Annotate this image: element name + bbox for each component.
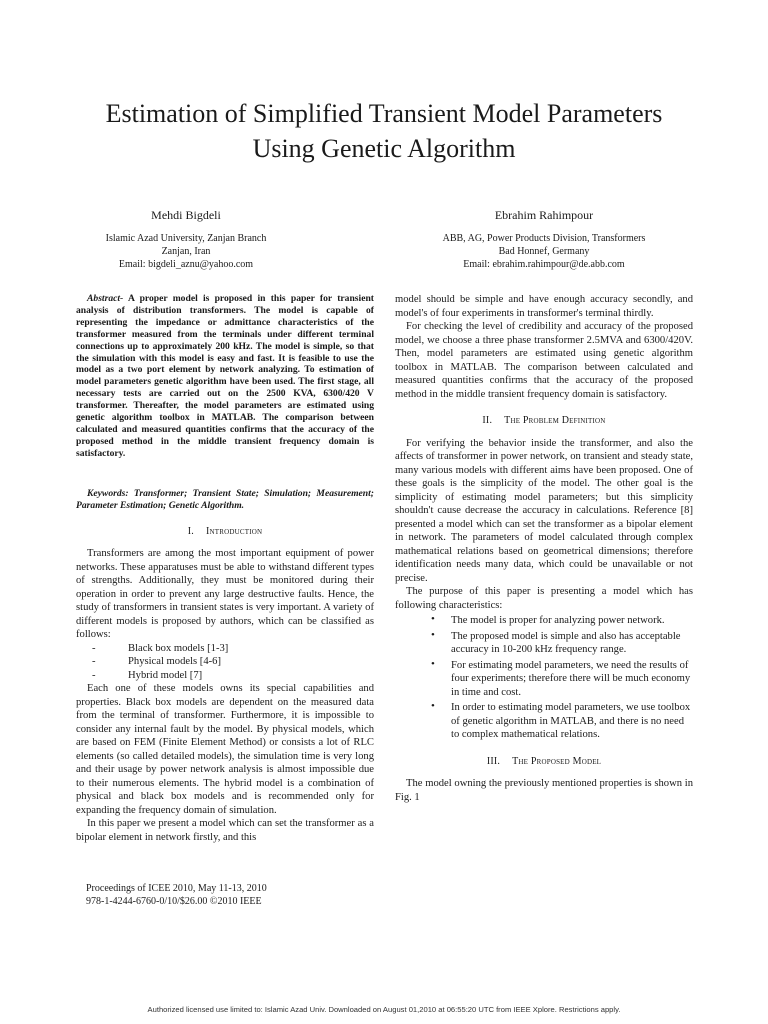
- author-location: Bad Honnef, Germany: [498, 246, 590, 257]
- section-title: The Proposed Model: [512, 755, 602, 767]
- title-line-1: Estimation of Simplified Transient Model Parameters: [105, 99, 663, 128]
- bullet-marker: •: [431, 628, 435, 641]
- paragraph: For checking the level of credibility and accuracy of the proposed model, we choose a three phase transformer 2.5MVA and 6300/420V. Then, model parameters are estimated using genetic algorithm toolbox in MATLAB. The comparison between calculated and measured quantities confirms that the accuracy of the proposed method in the middle transient frequency domain is satisfactory.: [395, 321, 693, 400]
- section-number: III.: [486, 755, 501, 767]
- bullet-marker: •: [431, 700, 435, 712]
- list-item-text: Black box models [1-3]: [128, 642, 229, 654]
- section-heading-proposed-model: [395, 755, 693, 769]
- paragraph: Transformers are among the most important equipment of power networks. These apparatuses must be able to withstand different types of strengths. Additionally, they must be monitored during their operation in order to prevent any large destructive faults. Hence, the study of transformers in transient states is very important. A variety of different models is proposed by authors, which can be classified as follows:: [76, 548, 374, 640]
- paragraph: The purpose of this paper is presenting a model which has following characteristics:: [395, 586, 693, 611]
- list-marker: -: [92, 669, 96, 681]
- author-email: Email: bigdeli_aznu@yahoo.com: [118, 259, 254, 270]
- list-marker: -: [92, 656, 96, 667]
- section-number: I.: [187, 525, 194, 537]
- proceedings-line: Proceedings of ICEE 2010, May 11-13, 2010: [86, 883, 267, 894]
- copyright-line: 978-1-4244-6760-0/10/$26.00 ©2010 IEEE: [86, 896, 262, 907]
- abstract-text: A proper model is proposed in this paper for transient analysis of distribution transformers. The model is capable of representing the impedance or admittance characteristics of the transformer measured from the terminals under different terminal connections up to approximately 200 kHz. The model is simple, so that the simulation with this model is easy and fast. It is feasible to use the model as a two port element by network analyzing. To estimation of model parameters genetic algorithm have been used. The first stage, all necessary tests are carried out on the 2500 KVA, 6300/420 V transformer. Thereafter, the model parameters are estimated using genetic algorithm toolbox in MATLAB. The comparison between calculated and measured quantities confirms that the accuracy of the proposed method in the middle transient frequency domain is satisfactory.: [76, 293, 374, 459]
- list-item-text: Physical models [4-6]: [128, 656, 221, 667]
- characteristics-list: [395, 614, 693, 742]
- keywords-label: Keywords:: [87, 487, 129, 499]
- list-item-text: For estimating model parameters, we need the results of four experiments; therefore there will be much economy in time and cost.: [451, 659, 691, 698]
- list-item: [431, 701, 693, 742]
- license-footer: Authorized licensed use limited to: Islamic Azad Univ. Downloaded on August 01,2010 at 06:55:20 UTC from IEEE Xplore. Restrictions apply.: [147, 1005, 621, 1014]
- section-heading-problem-definition: [395, 414, 693, 428]
- author-location: Zanjan, Iran: [161, 246, 211, 257]
- author-affiliation: Islamic Azad University, Zanjan Branch: [105, 233, 267, 244]
- author-email: Email: ebrahim.rahimpour@de.abb.com: [463, 259, 625, 270]
- list-item-text: In order to estimating model parameters, we use toolbox of genetic algorithm in MATLAB, and there is no need to complex mathematical relations.: [451, 702, 691, 740]
- paragraph: For verifying the behavior inside the transformer, and also the affects of transformer in power network, on transient and steady state, many various models with different aims have been proposed. One of these goals is the simplicity of the model. The other goal is the simplicity of estimating model parameters; but this simplicity shouldn't cause decrease the accuracy in calculations. Reference [8] presented a model which can set the transformer as a bipolar element in network. The parameters of model calculated through complex mathematical relations based on geometrical dimensions; therefore identification needs many data, which could be unavailable or not precise.: [395, 437, 693, 584]
- paragraph: Each one of these models owns its special capabilities and properties. Black box models are dependent on the measured data from the terminal of transformer. Furthermore, it is impossible to consider any internal fault by the model. By physical models, which are based on FEM (Finite Element Method) or consists a lot of RLC elements (so called detailed models), the simulation time is very long and their usage by power network analysis is almost impossible due to their numerous elements. The hybrid model is a combination of physical and black box models and is recommended only for expanding the frequency domain of simulation.: [76, 683, 374, 816]
- list-item: [431, 659, 693, 700]
- author-block-1: [36, 208, 336, 271]
- author-affiliation: ABB, AG, Power Products Division, Transformers: [442, 233, 646, 244]
- paragraph: model should be simple and have enough accuracy secondly, and model's of four experiments in transformer's terminal thirdly.: [395, 294, 693, 319]
- list-item-text: Hybrid model [7]: [128, 669, 203, 681]
- author-block-2: [394, 208, 694, 271]
- list-item: [92, 642, 374, 656]
- bullet-marker: •: [431, 613, 435, 625]
- right-column: [395, 293, 693, 804]
- section-heading-introduction: [76, 525, 374, 539]
- list-marker: -: [92, 642, 96, 654]
- list-item-text: The proposed model is simple and also has acceptable accuracy in 10-200 kHz frequency range.: [451, 630, 681, 655]
- author-name: Ebrahim Rahimpour: [494, 208, 594, 222]
- abstract: [76, 293, 374, 460]
- left-column: [76, 293, 374, 844]
- list-item: [431, 614, 693, 628]
- list-item: [431, 630, 693, 657]
- section-number: II.: [482, 415, 493, 426]
- author-name: Mehdi Bigdeli: [151, 208, 221, 222]
- list-item: [92, 655, 374, 669]
- proceedings-note: [86, 882, 267, 908]
- abstract-label: Abstract-: [87, 293, 124, 304]
- model-classification-list: [76, 642, 374, 683]
- paragraph: The model owning the previously mentioned properties is shown in Fig. 1: [395, 778, 693, 803]
- paragraph: In this paper we present a model which can set the transformer as a bipolar element in network firstly, and this: [76, 818, 374, 843]
- keywords: [76, 488, 374, 512]
- list-item-text: The model is proper for analyzing power network.: [451, 615, 665, 626]
- list-item: [92, 669, 374, 683]
- bullet-marker: •: [431, 657, 435, 670]
- section-title: The Problem Definition: [504, 415, 606, 426]
- section-title: Introduction: [205, 525, 263, 537]
- keywords-text: Transformer; Transient State; Simulation; Measurement; Parameter Estimation; Genetic Algorithm.: [76, 487, 374, 511]
- title-line-2: Using Genetic Algorithm: [252, 134, 516, 163]
- paper-title: [60, 96, 708, 166]
